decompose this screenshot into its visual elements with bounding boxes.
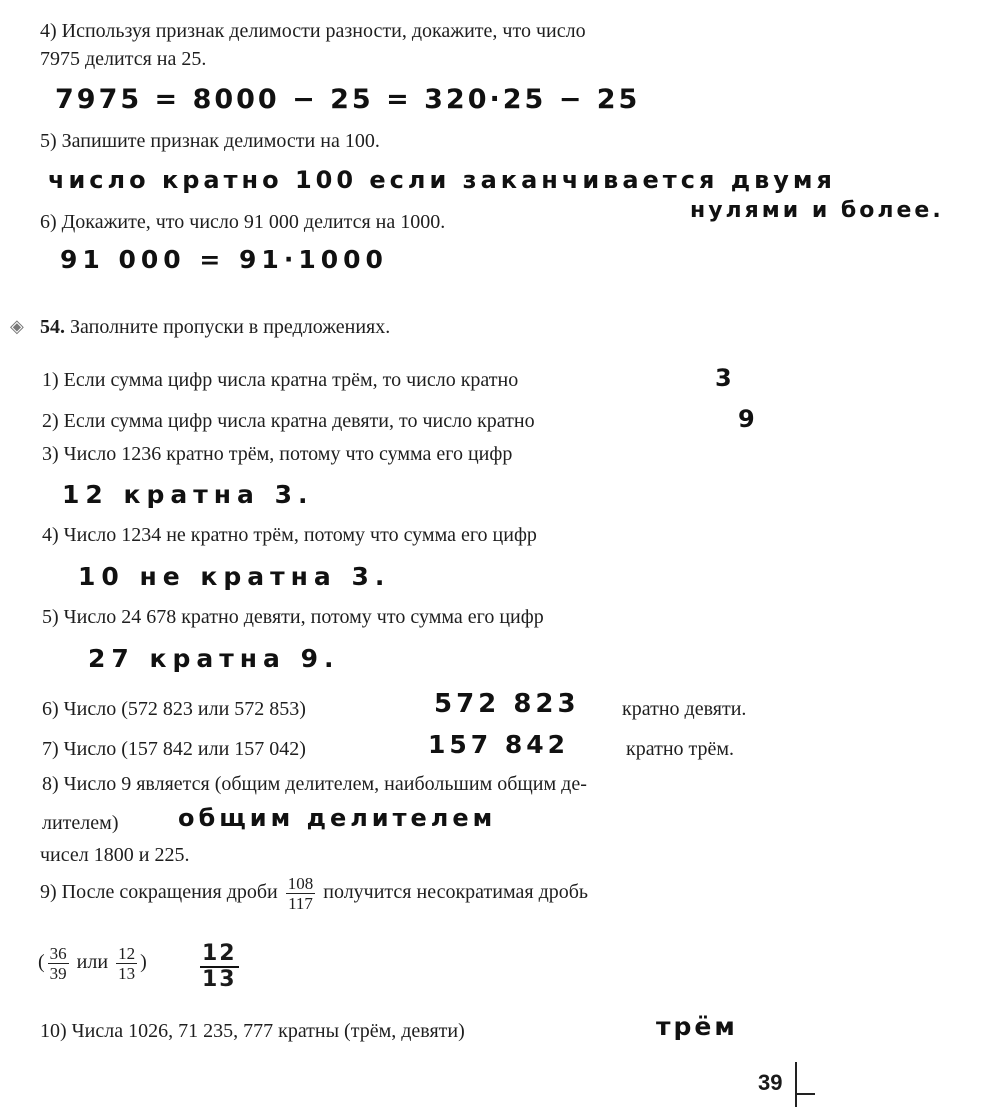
item-6-question: 6) Докажите, что число 91 000 делится на 1000. — [40, 211, 446, 233]
task-54-heading — [40, 314, 390, 340]
page-number-rule — [795, 1062, 797, 1107]
q7-answer: 157 842 — [428, 730, 570, 759]
q8-text: 8) Число 9 является (общим делителем, наибольшим общим де- — [42, 773, 587, 795]
item-4-question: 4) Используя признак делимости разности, докажите, что число — [40, 20, 586, 42]
q6-text: 6) Число (572 823 или 572 853) — [42, 698, 306, 720]
q9-option-1: $\frac{36}{39}$ — [49, 943, 67, 983]
item-5-question: 5) Запишите признак делимости на 100. — [40, 130, 380, 152]
q4-text: 4) Число 1234 не кратно трём, потому что сумма его цифр — [42, 524, 537, 546]
item-6-answer: 91 000 = 91·1000 — [60, 245, 388, 274]
q2-answer: 9 — [738, 405, 758, 433]
task-marker-icon: ◈ — [10, 316, 24, 337]
q2-text: 2) Если сумма цифр числа кратна девяти, то число кратно — [42, 410, 535, 432]
q1-text: 1) Если сумма цифр числа кратна трём, то число кратно — [42, 369, 519, 391]
q10-text: 10) Числа 1026, 71 235, 777 кратны (трём, девяти) — [40, 1020, 465, 1042]
q8-text-end: чисел 1800 и 225. — [40, 844, 190, 866]
item-5-answer-cont: нулями и более. — [690, 198, 944, 223]
q9-options: ( $\frac{36}{39}$ или $\frac{12}{13}$ ) — [38, 943, 147, 983]
q5-text: 5) Число 24 678 кратно девяти, потому что сумма его цифр — [42, 606, 544, 628]
task-number: 54. — [40, 316, 65, 338]
q9-fraction: $\frac{108}{117}$ — [287, 873, 314, 913]
q7-text: 7) Число (157 842 или 157 042) — [42, 738, 306, 760]
task-title: Заполните пропуски в предложениях. — [70, 316, 391, 338]
q6-text-end: кратно девяти. — [622, 698, 747, 720]
q3-answer: 12 кратна 3. — [62, 480, 314, 509]
q9-answer: $\frac{12}{13}$ — [202, 941, 237, 992]
q7-text-end: кратно трём. — [626, 738, 735, 760]
item-4-question-cont: 7975 делится на 25. — [40, 48, 207, 70]
q9-option-2: $\frac{12}{13}$ — [118, 943, 136, 983]
q10-answer: трём — [656, 1012, 738, 1041]
q8-text-cont: лителем) — [42, 812, 119, 834]
q9-text — [40, 870, 588, 914]
q5-answer: 27 кратна 9. — [88, 644, 340, 673]
q3-text: 3) Число 1236 кратно трём, потому что сумма его цифр — [42, 443, 513, 465]
q9-label: 9) После сокращения дроби — [40, 881, 278, 903]
q8-answer: общим делителем — [178, 804, 497, 832]
q9-label-end: получится несократимая дробь — [323, 881, 589, 903]
q4-answer: 10 не кратна 3. — [78, 562, 391, 591]
page-number-rule-tick — [795, 1093, 815, 1095]
q6-answer: 572 823 — [434, 689, 580, 719]
page-number: 39 — [758, 1070, 783, 1095]
item-4-answer: 7975 = 8000 − 25 = 320·25 − 25 — [55, 84, 641, 115]
q1-answer: 3 — [715, 364, 735, 392]
item-5-answer: число кратно 100 если заканчивается двумя — [48, 166, 836, 194]
